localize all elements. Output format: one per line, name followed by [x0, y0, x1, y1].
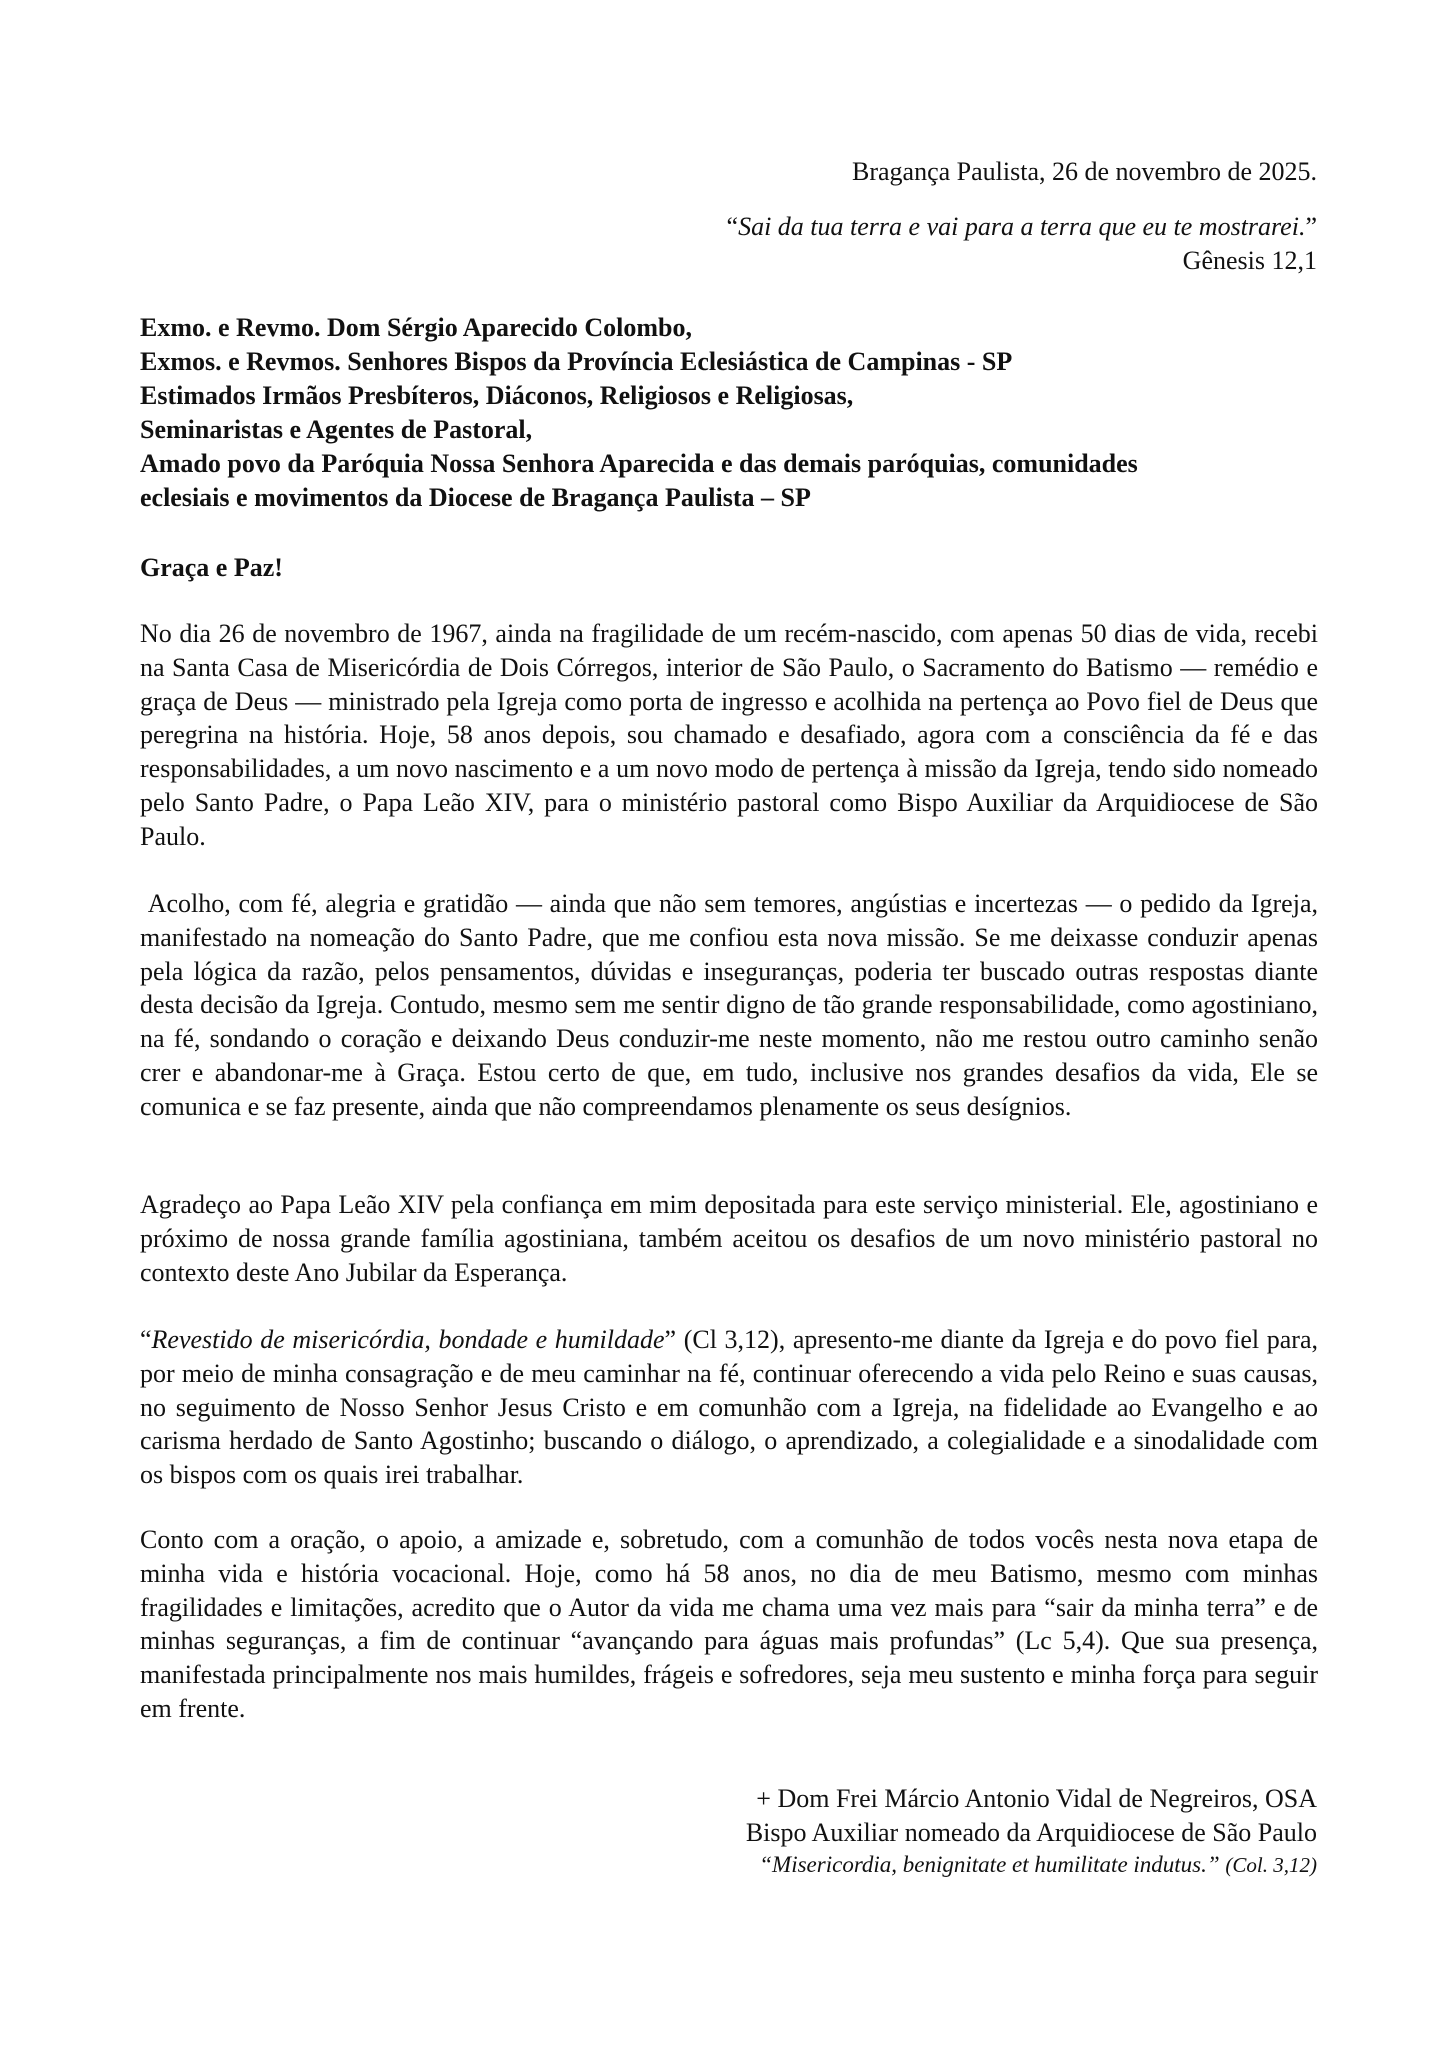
epigraph-open-quote: “ — [726, 212, 739, 241]
greeting: Graça e Paz! — [140, 553, 283, 582]
epigraph-reference: Gênesis 12,1 — [1182, 246, 1317, 275]
address-line: Exmo. e Revmo. Dom Sérgio Aparecido Colombo, — [140, 313, 692, 342]
epigraph-close-quote: ” — [1305, 212, 1317, 241]
body-paragraph-3: Agradeço ao Papa Leão XIV pela confiança em mim depositada para este serviço ministerial. Ele, agostiniano e próximo de nossa grande família agostiniana, também aceitou os desafios de um novo ministério pastoral no contexto deste Ano Jubilar da Esperança. — [140, 1190, 1318, 1287]
signature-name: + Dom Frei Márcio Antonio Vidal de Negreiros, OSA — [756, 1784, 1317, 1813]
letter-date: Bragança Paulista, 26 de novembro de 2025. — [852, 157, 1317, 186]
address-block — [140, 311, 1320, 515]
address-line: Seminaristas e Agentes de Pastoral, — [140, 415, 533, 444]
signature-block — [746, 1782, 1317, 1880]
body-paragraph-4 — [140, 1323, 1318, 1492]
signature-motto-reference: (Col. 3,12) — [1225, 1853, 1317, 1877]
signature-title: Bispo Auxiliar nomeado da Arquidiocese de São Paulo — [745, 1818, 1317, 1847]
paragraph-4-quote: Revestido de misericórdia, bondade e humildade — [151, 1325, 665, 1354]
address-line: Estimados Irmãos Presbíteros, Diáconos, Religiosos e Religiosas, — [140, 381, 854, 410]
body-paragraph-2: Acolho, com fé, alegria e gratidão — ainda que não sem temores, angústias e incertezas — o pedido da Igreja, manifestado na nomeação do Santo Padre, que me confiou esta nova missão. Se me deixasse conduzir apenas pela lógica da razão, pelos pensamentos, dúvidas e inseguranças, poderia ter buscado outras respostas diante desta decisão da Igreja. Contudo, mesmo sem me sentir digno de tão grande responsabilidade, como agostiniano, na fé, sondando o coração e deixando Deus conduzir-me neste momento, não me restou outro caminho senão crer e abandonar-me à Graça. Estou certo de que, em tudo, inclusive nos grandes desafios da vida, Ele se comunica e se faz presente, ainda que não compreendamos plenamente os seus desígnios. — [140, 889, 1325, 1121]
epigraph-quote-text: Sai da tua terra e vai para a terra que eu te mostrarei. — [738, 212, 1306, 241]
signature-motto-text: “Misericordia, benignitate et humilitate indutus.” — [759, 1852, 1220, 1877]
paragraph-4-text: ” (Cl 3,12), apresento-me diante da Igreja e do povo fiel para, por meio de minha consagração e de meu caminhar na fé, continuar oferecendo a vida pelo Reino e suas causas, no seguimento de Nosso Senhor Jesus Cristo e em comunhão com a Igreja, na fidelidade ao Evangelho e ao carisma herdado de Santo Agostinho; buscando o diálogo, o aprendizado, a colegialidade e a sinodalidade com os bispos com os quais irei trabalhar. — [140, 1325, 1318, 1490]
epigraph-quote — [727, 211, 1317, 243]
paragraph-4-open-quote: “ — [140, 1325, 152, 1354]
address-line: Amado povo da Paróquia Nossa Senhora Aparecida e das demais paróquias, comunidades — [140, 449, 1138, 478]
address-line: eclesiais e movimentos da Diocese de Bragança Paulista – SP — [140, 483, 811, 512]
address-line: Exmos. e Revmos. Senhores Bispos da Província Eclesiástica de Campinas - SP — [140, 347, 1013, 376]
body-paragraph-5: Conto com a oração, o apoio, a amizade e, sobretudo, com a comunhão de todos vocês nesta nova etapa de minha vida e história vocacional. Hoje, como há 58 anos, no dia de meu Batismo, mesmo com minhas fragilidades e limitações, acredito que o Autor da vida me chama uma vez mais para “sair da minha terra” e de minhas seguranças, a fim de continuar “avançando para águas mais profundas” (Lc 5,4). Que sua presença, manifestada principalmente nos mais humildes, frágeis e sofredores, seja meu sustento e minha força para seguir em frente. — [140, 1525, 1318, 1723]
body-paragraph-1: No dia 26 de novembro de 1967, ainda na fragilidade de um recém-nascido, com apenas 50 dias de vida, recebi na Santa Casa de Misericórdia de Dois Córregos, interior de São Paulo, o Sacramento do Batismo — remédio e graça de Deus — ministrado pela Igreja como porta de ingresso e acolhida na pertença ao Povo fiel de Deus que peregrina na história. Hoje, 58 anos depois, sou chamado e desafiado, agora com a consciência da fé e das responsabilidades, a um novo nascimento e a um novo modo de pertença à missão da Igreja, tendo sido nomeado pelo Santo Padre, o Papa Leão XIV, para o ministério pastoral como Bispo Auxiliar da Arquidiocese de São Paulo. — [140, 619, 1318, 851]
signature-motto — [746, 1850, 1317, 1880]
